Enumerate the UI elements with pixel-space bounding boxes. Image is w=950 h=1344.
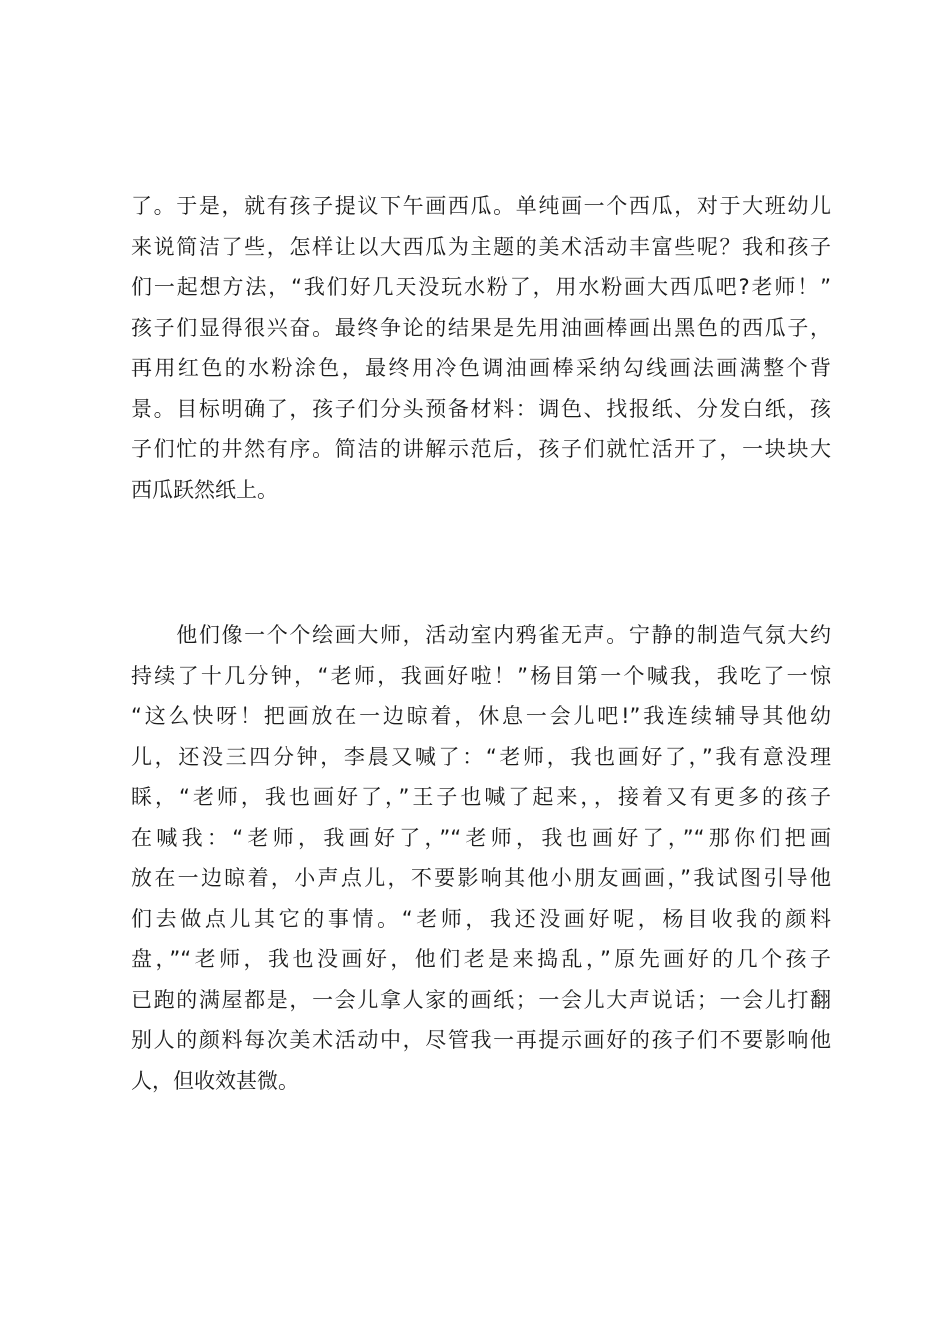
paragraph-line: 在喊我：“老师，我画好了，”“老师，我也画好了，”“那你们把画 xyxy=(131,825,831,850)
paragraph-line: 了。于是，就有孩子提议下午画西瓜。单纯画一个西瓜，对于大班幼儿 xyxy=(131,194,831,218)
paragraph-line: 睬，“老师，我也画好了，”王子也喊了起来，，接着又有更多的孩子 xyxy=(131,785,831,809)
paragraph-2 xyxy=(131,615,831,1101)
paragraph-line: 来说简洁了些，怎样让以大西瓜为主题的美术活动丰富些呢？我和孩子 xyxy=(131,234,831,259)
paragraph-line: 西瓜跃然纸上。 xyxy=(131,477,278,502)
paragraph-line: 景。目标明确了，孩子们分头预备材料：调色、找报纸、分发白纸，孩 xyxy=(131,396,831,421)
paragraph-line: 再用红色的水粉涂色，最终用冷色调油画棒采纳勾线画法画满整个背 xyxy=(131,356,831,380)
paragraph-line: 持续了十几分钟，“老师，我画好啦！”杨目第一个喊我，我吃了一惊 xyxy=(131,663,831,688)
paragraph-line: 孩子们显得很兴奋。最终争论的结果是先用油画棒画出黑色的西瓜子， xyxy=(131,315,831,340)
paragraph-line: 盘，”“老师，我也没画好，他们老是来捣乱，”原先画好的几个孩子 xyxy=(131,947,831,971)
paragraph-line: 已跑的满屋都是，一会儿拿人家的画纸；一会儿大声说话；一会儿打翻 xyxy=(131,987,831,1012)
paragraph-line: 他们像一个个绘画大师，活动室内鸦雀无声。宁静的制造气氛大约 xyxy=(131,623,831,647)
paragraph-line: “这么快呀！把画放在一边晾着，休息一会儿吧!”我连续辅导其他幼 xyxy=(131,704,831,728)
paragraph-line: 们去做点儿其它的事情。“老师，我还没画好呢，杨目收我的颜料 xyxy=(131,906,831,931)
paragraph-line: 儿，还没三四分钟，李晨又喊了：“老师，我也画好了，”我有意没理 xyxy=(131,744,831,769)
paragraph-line: 放在一边晾着，小声点儿，不要影响其他小朋友画画，”我试图引导他 xyxy=(131,866,831,890)
paragraph-line: 们一起想方法，“我们好几天没玩水粉了，用水粉画大西瓜吧?老师！” xyxy=(131,275,831,299)
paragraph-line: 别人的颜料每次美术活动中，尽管我一再提示画好的孩子们不要影响他 xyxy=(131,1028,831,1052)
paragraph-1 xyxy=(131,186,831,510)
paragraph-line: 子们忙的井然有序。简洁的讲解示范后，孩子们就忙活开了，一块块大 xyxy=(131,437,831,461)
paragraph-line: 人，但收效甚微。 xyxy=(131,1068,299,1093)
